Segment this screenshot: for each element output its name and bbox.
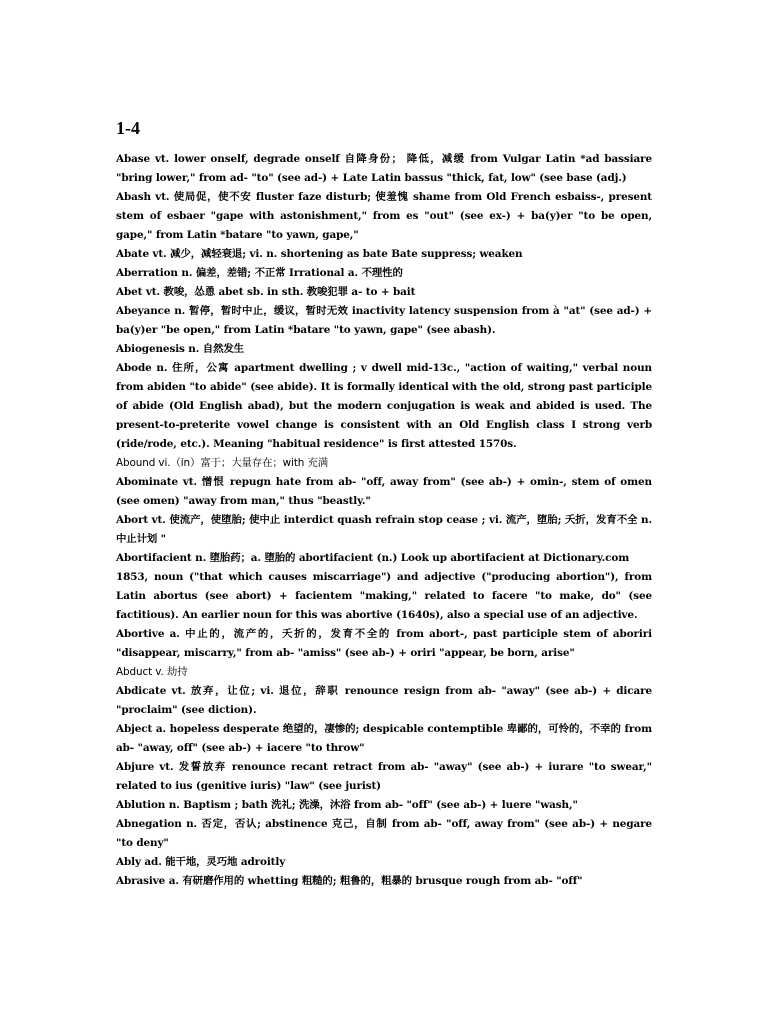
document-page <box>116 116 652 891</box>
dictionary-entry: Abate vt. 减少，减轻衰退; vi. n. shortening as bate Bate suppress; weaken <box>116 248 523 260</box>
dictionary-entry: Abash vt. 使局促，使不安 fluster faze disturb; 使羞愧 shame from Old French esbaiss-, present stem of esbaer "gape with astonishment," from es "out" (see ex-) + ba(y)er "to be open, gape," from Latin *batare "to yawn, gape," <box>116 191 652 241</box>
dictionary-entry: Ably ad. 能干地，灵巧地 adroitly <box>116 856 286 868</box>
page-title: 1-4 <box>116 118 140 138</box>
dictionary-entry: Abduct v. 劫持 <box>116 666 188 678</box>
dictionary-entry: Abject a. hopeless desperate 绝望的，凄惨的; despicable contemptible 卑鄙的，可怜的，不幸的 from ab- "away, off" (see ab-) + iacere "to throw" <box>116 723 652 754</box>
dictionary-entry: Abiogenesis n. 自然发生 <box>116 343 244 355</box>
dictionary-entry: Abrasive a. 有研磨作用的 whetting 粗糙的; 粗鲁的，粗暴的 brusque rough from ab- "off" <box>116 875 583 887</box>
dictionary-entry: Abase vt. lower onself, degrade onself 自降身份； 降低，减缓 from Vulgar Latin *ad bassiare "bring lower," from ad- "to" (see ad-) + Late Latin bassus "thick, fat, low" (see base (adj.) <box>116 153 652 184</box>
dictionary-entry: Aberration n. 偏差，差错; 不正常 Irrational a. 不理性的 <box>116 267 403 279</box>
dictionary-entry: Abet vt. 教唆，怂恿 abet sb. in sth. 教唆犯罪 a- to + bait <box>116 286 416 298</box>
dictionary-entry: Ablution n. Baptism ; bath 洗礼; 洗澡，沐浴 from ab- "off" (see ab-) + luere "wash," <box>116 799 578 811</box>
dictionary-entry: Abortifacient n. 堕胎药；a. 堕胎的 abortifacient (n.) Look up abortifacient at Dictionary.com <box>116 552 630 564</box>
dictionary-entry: Abode n. 住所，公寓 apartment dwelling ; v dwell mid-13c., "action of waiting," verbal noun from abiden "to abide" (see abide). It is formally identical with the old, strong past participle of abide (Old English abad), but the modern conjugation is weak and abided is used. The present-to-preterite vowel change is consistent with an Old English class I strong verb (ride/rode, etc.). Meaning "habitual residence" is first attested 1570s. <box>116 362 652 450</box>
dictionary-entry: Abeyance n. 暂停，暂时中止，缓议，暂时无效 inactivity latency suspension from à "at" (see ad-) + ba(y)er "be open," from Latin *batare "to yawn, gape" (see abash). <box>116 305 652 336</box>
dictionary-entry: 1853, noun ("that which causes miscarriage") and adjective ("producing abortion"), from Latin abortus (see abort) + facientem "making," related to facere "to make, do" (see factitious). An earlier noun for this was abortive (1640s), also a special use of an adjective. <box>116 571 652 621</box>
dictionary-entry: Abjure vt. 发誓放弃 renounce recant retract from ab- "away" (see ab-) + iurare "to swear," related to ius (genitive iuris) "law" (see jurist) <box>116 761 652 792</box>
dictionary-entry: Abortive a. 中止的，流产的，夭折的，发育不全的 from abort-, past participle stem of aboriri "disappear, miscarry," from ab- "amiss" (see ab-) + oriri "appear, be born, arise" <box>116 628 652 659</box>
entry-list <box>116 150 652 891</box>
dictionary-entry: Abnegation n. 否定，否认; abstinence 克己，自制 from ab- "off, away from" (see ab-) + negare "to deny" <box>116 818 652 849</box>
dictionary-entry: Abdicate vt. 放弃，让位; vi. 退位，辞职 renounce resign from ab- "away" (see ab-) + dicare "proclaim" (see diction). <box>116 685 652 716</box>
dictionary-entry: Abound vi.（in）富于；大量存在；with 充满 <box>116 457 329 469</box>
dictionary-entry: Abominate vt. 憎恨 repugn hate from ab- "off, away from" (see ab-) + omin-, stem of omen (see omen) "away from man," thus "beastly." <box>116 476 652 507</box>
dictionary-entry: Abort vt. 使流产，使堕胎; 使中止 interdict quash refrain stop cease ; vi. 流产，堕胎; 夭折，发育不全 n. 中止计划 " <box>116 514 652 545</box>
